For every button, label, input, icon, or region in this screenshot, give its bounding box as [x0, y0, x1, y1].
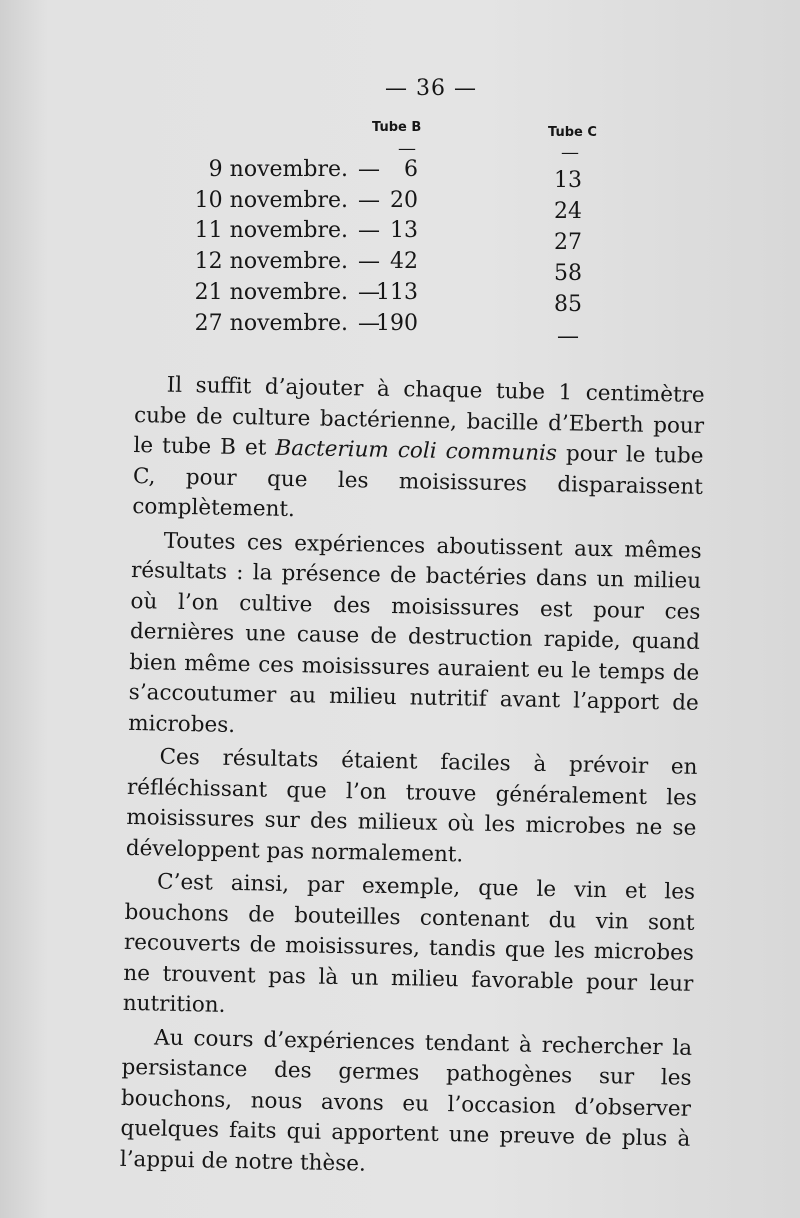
row-separator: —	[358, 311, 380, 336]
italic-species-name: Bacterium coli communis	[275, 435, 558, 467]
tube-b-value: 113	[376, 280, 418, 305]
page-number: — 36 —	[385, 76, 477, 101]
tube-b-value: 13	[390, 218, 418, 243]
row-date: 12 novembre.	[194, 249, 348, 274]
tube-b-value: 190	[376, 311, 418, 336]
row-date: 9 novembre.	[208, 157, 348, 182]
row-date: 27 novembre.	[194, 311, 348, 336]
table-row	[148, 188, 608, 222]
table-row	[148, 311, 608, 345]
row-date: 10 novembre.	[194, 188, 348, 213]
column-header-tube-b: Tube B	[372, 120, 422, 135]
tube-c-value: 27	[554, 230, 582, 255]
row-separator: —	[358, 249, 380, 274]
table-row	[148, 280, 608, 314]
row-date: 21 novembre.	[194, 280, 348, 305]
table-row	[148, 249, 608, 283]
tube-c-value: 24	[554, 199, 582, 224]
paragraph-text: pour le tube C, pour que les moisissures disparaissent complètement.	[132, 441, 704, 523]
tube-b-value: 6	[404, 157, 418, 182]
tube-b-value: 42	[390, 249, 418, 274]
paragraph	[132, 370, 705, 533]
tube-c-value: 58	[554, 261, 582, 286]
table-row	[148, 157, 608, 191]
row-separator: —	[358, 157, 380, 182]
paragraph: Au cours d’expériences tendant à rechercher la persistance des germes pathogènes sur les bouchons, nous avons eu l’occasion d’observer quelques faits qui apportent une preuve de plus à l’appui de notre thèse.	[119, 1024, 693, 1177]
column-header-tube-c: Tube C	[548, 125, 597, 140]
paragraph: Ces résultats étaient faciles à prévoir en réfléchissant que l’on trouve généralement les moisissures sur des milieux où les microbes ne se développent pas normalement.	[125, 744, 698, 867]
tube-b-value: 20	[390, 188, 418, 213]
row-separator: —	[358, 188, 380, 213]
body-text	[119, 370, 704, 1189]
row-separator: —	[358, 218, 380, 243]
header-dash-tube-b: —	[398, 138, 416, 159]
tube-c-value: —	[557, 324, 579, 349]
row-date: 11 novembre.	[194, 218, 348, 243]
tube-c-value: 85	[554, 292, 582, 317]
paragraph-text: Il suffit d’ajouter à chaque tube 1 centimètre cube de culture bactérienne, bacille d’Eberth pour le tube B et	[133, 372, 705, 461]
header-dash-tube-c: —	[561, 142, 579, 163]
paragraph: C’est ainsi, par exemple, que le vin et les bouchons de bouteilles contenant du vin sont recouverts de moisissures, tandis que les microbes ne trouvent pas là un milieu favorable pour leur nutrition.	[122, 869, 696, 1018]
row-separator: —	[358, 280, 380, 305]
table-row	[148, 218, 608, 252]
paragraph: Toutes ces expériences aboutissent aux mêmes résultats : la présence de bactéries dans un milieu où l’on cultive des moisissures est pour ces dernières une cause de destruction rapide, quand bien même ces moisissures auraient eu le temps de s’accoutumer au milieu nutritif avant l’apport de microbes.	[127, 528, 702, 738]
tube-c-value: 13	[554, 168, 582, 193]
